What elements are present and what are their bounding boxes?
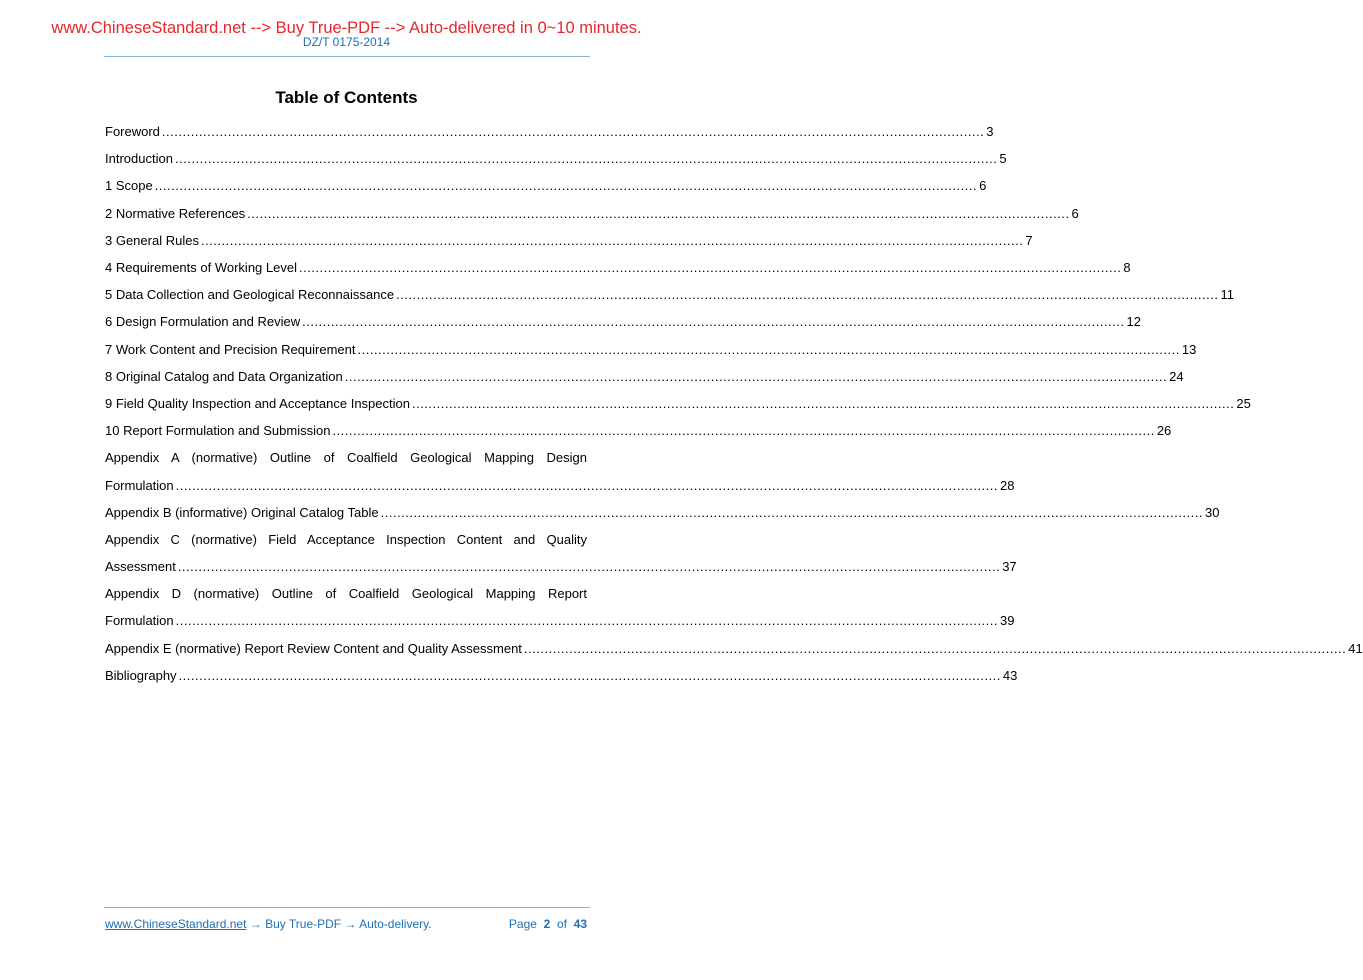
dot-leader: ........................................................................................................................................................................................................ bbox=[178, 667, 1001, 683]
toc-label-line1: Appendix C (normative) Field Acceptance Inspection Content and Quality bbox=[105, 531, 587, 547]
toc-entry-report-formulation[interactable] bbox=[105, 417, 1172, 444]
toc-page: 12 bbox=[1126, 314, 1141, 330]
dot-leader: ........................................................................................................................................................................................................ bbox=[411, 395, 1235, 411]
dot-leader: ........................................................................................................................................................................................................ bbox=[154, 178, 978, 194]
dot-leader: ........................................................................................................................................................................................................ bbox=[174, 151, 998, 167]
toc-entry-normative-references[interactable] bbox=[105, 200, 1079, 227]
toc-label: 8 Original Catalog and Data Organization bbox=[105, 368, 343, 384]
toc-entry-data-collection[interactable] bbox=[105, 281, 1234, 308]
promo-banner[interactable]: www.ChineseStandard.net --> Buy True-PDF --> Auto-delivered in 0~10 minutes. bbox=[51, 19, 642, 37]
toc-page: 39 bbox=[1000, 613, 1015, 629]
toc-page: 26 bbox=[1156, 423, 1172, 439]
table-of-contents bbox=[105, 118, 1363, 689]
toc-label: Bibliography bbox=[105, 667, 177, 683]
toc-label: Introduction bbox=[105, 151, 173, 167]
page-current: 2 bbox=[543, 917, 551, 931]
header-rule bbox=[104, 56, 590, 57]
page-footer bbox=[105, 917, 587, 931]
toc-entry-appendix-c[interactable] bbox=[105, 526, 587, 553]
dot-leader: ........................................................................................................................................................................................................ bbox=[177, 559, 1001, 575]
page-indicator bbox=[509, 917, 587, 931]
dot-leader: ........................................................................................................................................................................................................ bbox=[302, 314, 1125, 330]
toc-entry-scope[interactable] bbox=[105, 172, 987, 199]
dot-leader: ........................................................................................................................................................................................................ bbox=[344, 368, 1168, 384]
toc-entry-design-formulation[interactable] bbox=[105, 308, 1141, 335]
page-title: Table of Contents bbox=[275, 88, 418, 107]
toc-label: 1 Scope bbox=[105, 178, 153, 194]
toc-label: 9 Field Quality Inspection and Acceptance Inspection bbox=[105, 395, 410, 411]
dot-leader: ........................................................................................................................................................................................................ bbox=[247, 205, 1070, 221]
toc-entry-appendix-d-cont[interactable] bbox=[105, 607, 1015, 634]
toc-label-line2: Assessment bbox=[105, 559, 176, 575]
toc-label: 4 Requirements of Working Level bbox=[105, 260, 297, 276]
toc-label: 6 Design Formulation and Review bbox=[105, 314, 301, 330]
toc-entry-appendix-a-cont[interactable] bbox=[105, 471, 1015, 498]
toc-page: 30 bbox=[1205, 504, 1220, 520]
footer-promo bbox=[105, 917, 432, 931]
toc-page: 43 bbox=[1002, 667, 1018, 683]
dot-leader: ........................................................................................................................................................................................................ bbox=[380, 504, 1203, 520]
toc-label: Appendix B (informative) Original Catalog Table bbox=[105, 504, 379, 520]
toc-page: 8 bbox=[1123, 260, 1131, 276]
toc-label-line2: Formulation bbox=[105, 613, 174, 629]
toc-page: 7 bbox=[1025, 232, 1033, 248]
toc-entry-work-content[interactable] bbox=[105, 336, 1197, 363]
toc-label: Foreword bbox=[105, 124, 160, 140]
toc-entry-appendix-c-cont[interactable] bbox=[105, 553, 1017, 580]
dot-leader: ........................................................................................................................................................................................................ bbox=[357, 341, 1180, 357]
toc-page: 5 bbox=[999, 151, 1007, 167]
standard-code: DZ/T 0175-2014 bbox=[302, 35, 391, 49]
toc-entry-working-level[interactable] bbox=[105, 254, 1131, 281]
toc-entry-appendix-a[interactable] bbox=[105, 444, 587, 471]
toc-page: 6 bbox=[979, 178, 987, 194]
page-word: Page bbox=[508, 917, 537, 931]
toc-page: 37 bbox=[1002, 559, 1017, 575]
toc-label: 10 Report Formulation and Submission bbox=[105, 423, 331, 439]
dot-leader: ........................................................................................................................................................................................................ bbox=[332, 423, 1155, 439]
toc-page: 24 bbox=[1169, 368, 1184, 384]
toc-label: 5 Data Collection and Geological Reconnaissance bbox=[105, 287, 395, 303]
dot-leader: ........................................................................................................................................................................................................ bbox=[161, 124, 985, 140]
dot-leader: ........................................................................................................................................................................................................ bbox=[396, 287, 1219, 303]
toc-page: 11 bbox=[1220, 287, 1234, 303]
page-of: of bbox=[556, 917, 567, 931]
toc-page: 25 bbox=[1236, 395, 1251, 411]
toc-label: 2 Normative References bbox=[105, 205, 246, 221]
page-total: 43 bbox=[573, 917, 587, 931]
toc-entry-appendix-b[interactable] bbox=[105, 499, 1220, 526]
toc-entry-original-catalog[interactable] bbox=[105, 363, 1184, 390]
toc-page: 41 bbox=[1348, 640, 1363, 656]
toc-page: 3 bbox=[986, 124, 994, 140]
dot-leader: ........................................................................................................................................................................................................ bbox=[298, 260, 1122, 276]
footer-link[interactable]: www.ChineseStandard.net bbox=[105, 917, 247, 931]
dot-leader: ........................................................................................................................................................................................................ bbox=[523, 640, 1347, 656]
footer-rule bbox=[104, 907, 590, 908]
toc-label-line1: Appendix A (normative) Outline of Coalfield Geological Mapping Design bbox=[105, 450, 587, 466]
toc-entry-appendix-d[interactable] bbox=[105, 580, 587, 607]
toc-entry-introduction[interactable] bbox=[105, 145, 1007, 172]
toc-page: 13 bbox=[1181, 341, 1197, 357]
toc-entry-foreword[interactable] bbox=[105, 118, 994, 145]
toc-label: 3 General Rules bbox=[105, 232, 199, 248]
dot-leader: ........................................................................................................................................................................................................ bbox=[175, 477, 999, 493]
toc-entry-general-rules[interactable] bbox=[105, 227, 1033, 254]
toc-page: 6 bbox=[1071, 205, 1079, 221]
footer-promo-text: → Buy True-PDF → Auto-delivery. bbox=[246, 917, 432, 931]
toc-label: 7 Work Content and Precision Requirement bbox=[105, 341, 356, 357]
toc-label-line1: Appendix D (normative) Outline of Coalfield Geological Mapping Report bbox=[105, 586, 587, 602]
toc-label-line2: Formulation bbox=[105, 477, 174, 493]
toc-page: 28 bbox=[1000, 477, 1015, 493]
toc-entry-field-quality[interactable] bbox=[105, 390, 1251, 417]
toc-label: Appendix E (normative) Report Review Content and Quality Assessment bbox=[105, 640, 522, 656]
dot-leader: ........................................................................................................................................................................................................ bbox=[175, 613, 999, 629]
toc-entry-bibliography[interactable] bbox=[105, 662, 1018, 689]
dot-leader: ........................................................................................................................................................................................................ bbox=[200, 232, 1024, 248]
toc-entry-appendix-e[interactable] bbox=[105, 635, 1363, 662]
